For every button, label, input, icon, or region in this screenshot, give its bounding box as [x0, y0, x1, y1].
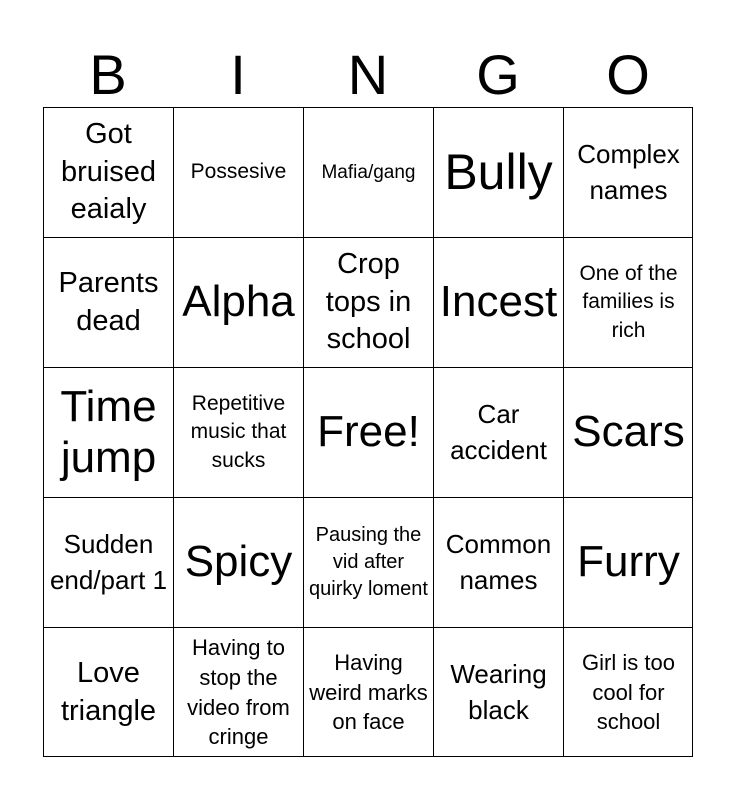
cell-text: Pausing the vid after quirky loment: [309, 524, 428, 600]
cell-text: Having to stop the video from cringe: [187, 635, 290, 750]
cell-text: Possesive: [190, 160, 287, 184]
cell-text: Common names: [445, 529, 552, 595]
bingo-cell[interactable]: [433, 367, 563, 497]
cell-text: Scars: [572, 407, 685, 457]
cell-text: Love triangle: [60, 656, 157, 727]
cell-text: Crop tops in school: [325, 247, 412, 356]
cell-text: One of the families is rich: [579, 261, 678, 342]
bingo-cell[interactable]: [173, 237, 303, 367]
bingo-cell[interactable]: [563, 237, 693, 367]
cell-text: Mafia/gang: [321, 161, 416, 183]
bingo-cell[interactable]: [43, 367, 173, 497]
cell-text: Alpha: [182, 277, 295, 327]
bingo-cell[interactable]: [43, 107, 173, 237]
cell-text: Complex names: [577, 139, 680, 205]
bingo-cell[interactable]: [303, 107, 433, 237]
cell-text: Furry: [577, 537, 680, 587]
bingo-cell[interactable]: [43, 627, 173, 757]
bingo-cell[interactable]: [173, 497, 303, 627]
cell-text: Incest: [439, 277, 558, 327]
header-letter-n: N: [347, 43, 389, 106]
bingo-cell[interactable]: [173, 627, 303, 757]
bingo-cell[interactable]: [563, 367, 693, 497]
header-letter-b: B: [89, 43, 127, 106]
cell-text: Repetitive music that sucks: [190, 391, 287, 472]
bingo-cell[interactable]: [173, 367, 303, 497]
cell-text: Sudden end/part 1: [49, 529, 168, 595]
bingo-cell[interactable]: [563, 107, 693, 237]
header-letter-i: I: [230, 43, 246, 106]
cell-text: Spicy: [184, 537, 293, 587]
cell-text: Car accident: [450, 399, 547, 465]
bingo-cell[interactable]: [43, 497, 173, 627]
bingo-cell[interactable]: [433, 627, 563, 757]
header-letter-o: O: [606, 43, 650, 106]
header-letter-g: G: [476, 43, 520, 106]
bingo-grid: [43, 107, 693, 757]
cell-text: Wearing black: [450, 659, 547, 725]
bingo-cell[interactable]: [303, 497, 433, 627]
bingo-cell[interactable]: [563, 497, 693, 627]
bingo-cell[interactable]: [173, 107, 303, 237]
cell-text: Having weird marks on face: [309, 649, 428, 735]
bingo-header: [43, 42, 693, 108]
bingo-cell[interactable]: [433, 107, 563, 237]
bingo-cell[interactable]: [303, 237, 433, 367]
bingo-cell[interactable]: [303, 627, 433, 757]
bingo-cell[interactable]: [433, 237, 563, 367]
bingo-cell[interactable]: [433, 497, 563, 627]
cell-text: Parents dead: [58, 266, 159, 337]
cell-text: Free!: [317, 407, 420, 457]
cell-text: Girl is too cool for school: [582, 649, 675, 735]
cell-text: Time jump: [60, 381, 157, 482]
bingo-cell[interactable]: [303, 367, 433, 497]
bingo-cell[interactable]: [563, 627, 693, 757]
cell-text: Got bruised eaialy: [60, 117, 157, 226]
cell-text: Bully: [444, 144, 553, 200]
bingo-cell[interactable]: [43, 237, 173, 367]
